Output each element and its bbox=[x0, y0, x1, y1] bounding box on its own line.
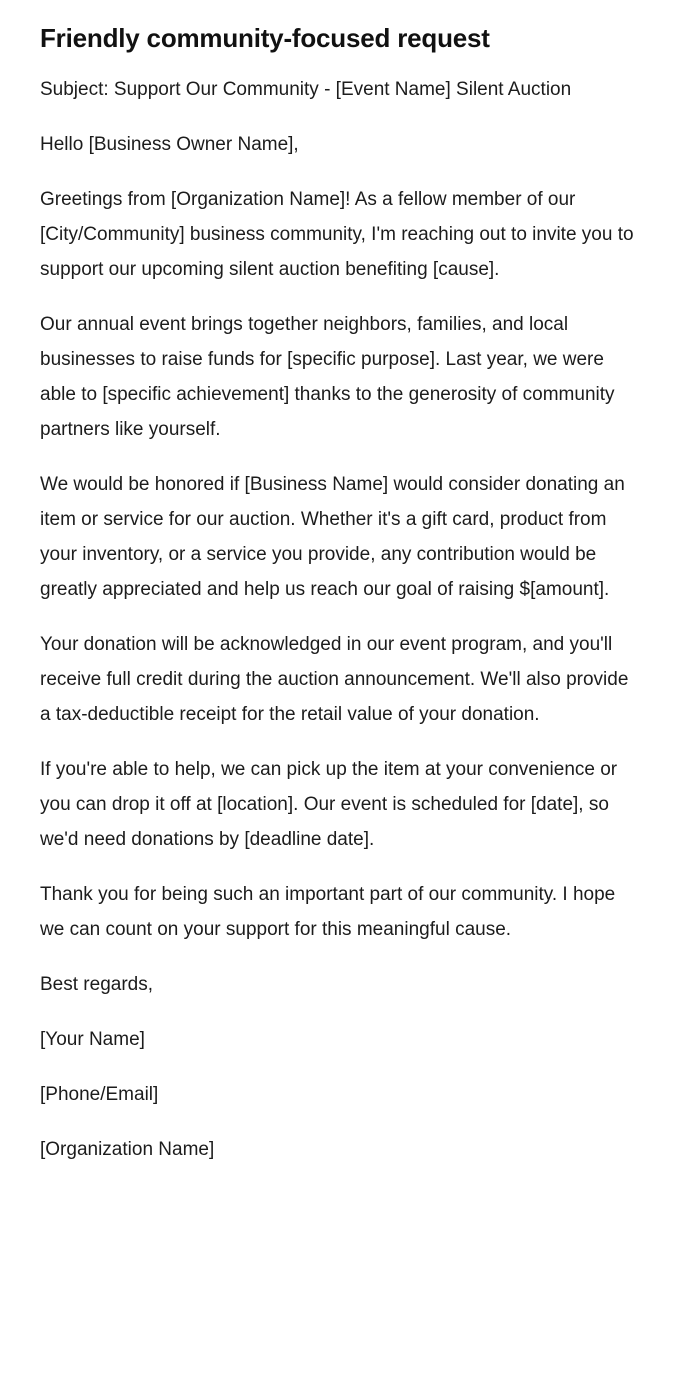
signature-name: [Your Name] bbox=[40, 1029, 145, 1050]
body-paragraph-1: Greetings from [Organization Name]! As a fellow member of our [City/Community] business community, I'm reaching out to invite you to support our upcoming silent auction benefiting [cause]. bbox=[40, 189, 634, 280]
body-paragraph-2: Our annual event brings together neighbors, families, and local businesses to raise funds for [specific purpose]. Last year, we were able to [specific achievement] thanks to the generosity of community partners like yourself. bbox=[40, 314, 615, 440]
email-subject-line: Subject: Support Our Community - [Event Name] Silent Auction bbox=[40, 79, 572, 100]
signature-closing: Best regards, bbox=[40, 974, 153, 995]
body-paragraph-5: If you're able to help, we can pick up the item at your convenience or you can drop it off at [location]. Our event is scheduled for [date], so we'd need donations by [deadline date]. bbox=[40, 759, 618, 850]
signature-organization: [Organization Name] bbox=[40, 1139, 215, 1160]
page-title: Friendly community-focused request bbox=[40, 23, 490, 53]
body-paragraph-4: Your donation will be acknowledged in our event program, and you'll receive full credit during the auction announcement. We'll also provide a tax-deductible receipt for the retail value of your donation. bbox=[40, 634, 629, 725]
email-salutation: Hello [Business Owner Name], bbox=[40, 134, 299, 155]
body-paragraph-3: We would be honored if [Business Name] would consider donating an item or service for our auction. Whether it's a gift card, product from your inventory, or a service you provide, any contribution would be greatly appreciated and help us reach our goal of raising $[amount]. bbox=[40, 474, 625, 600]
signature-contact: [Phone/Email] bbox=[40, 1084, 159, 1105]
body-paragraph-6: Thank you for being such an important part of our community. I hope we can count on your support for this meaningful cause. bbox=[40, 884, 616, 940]
